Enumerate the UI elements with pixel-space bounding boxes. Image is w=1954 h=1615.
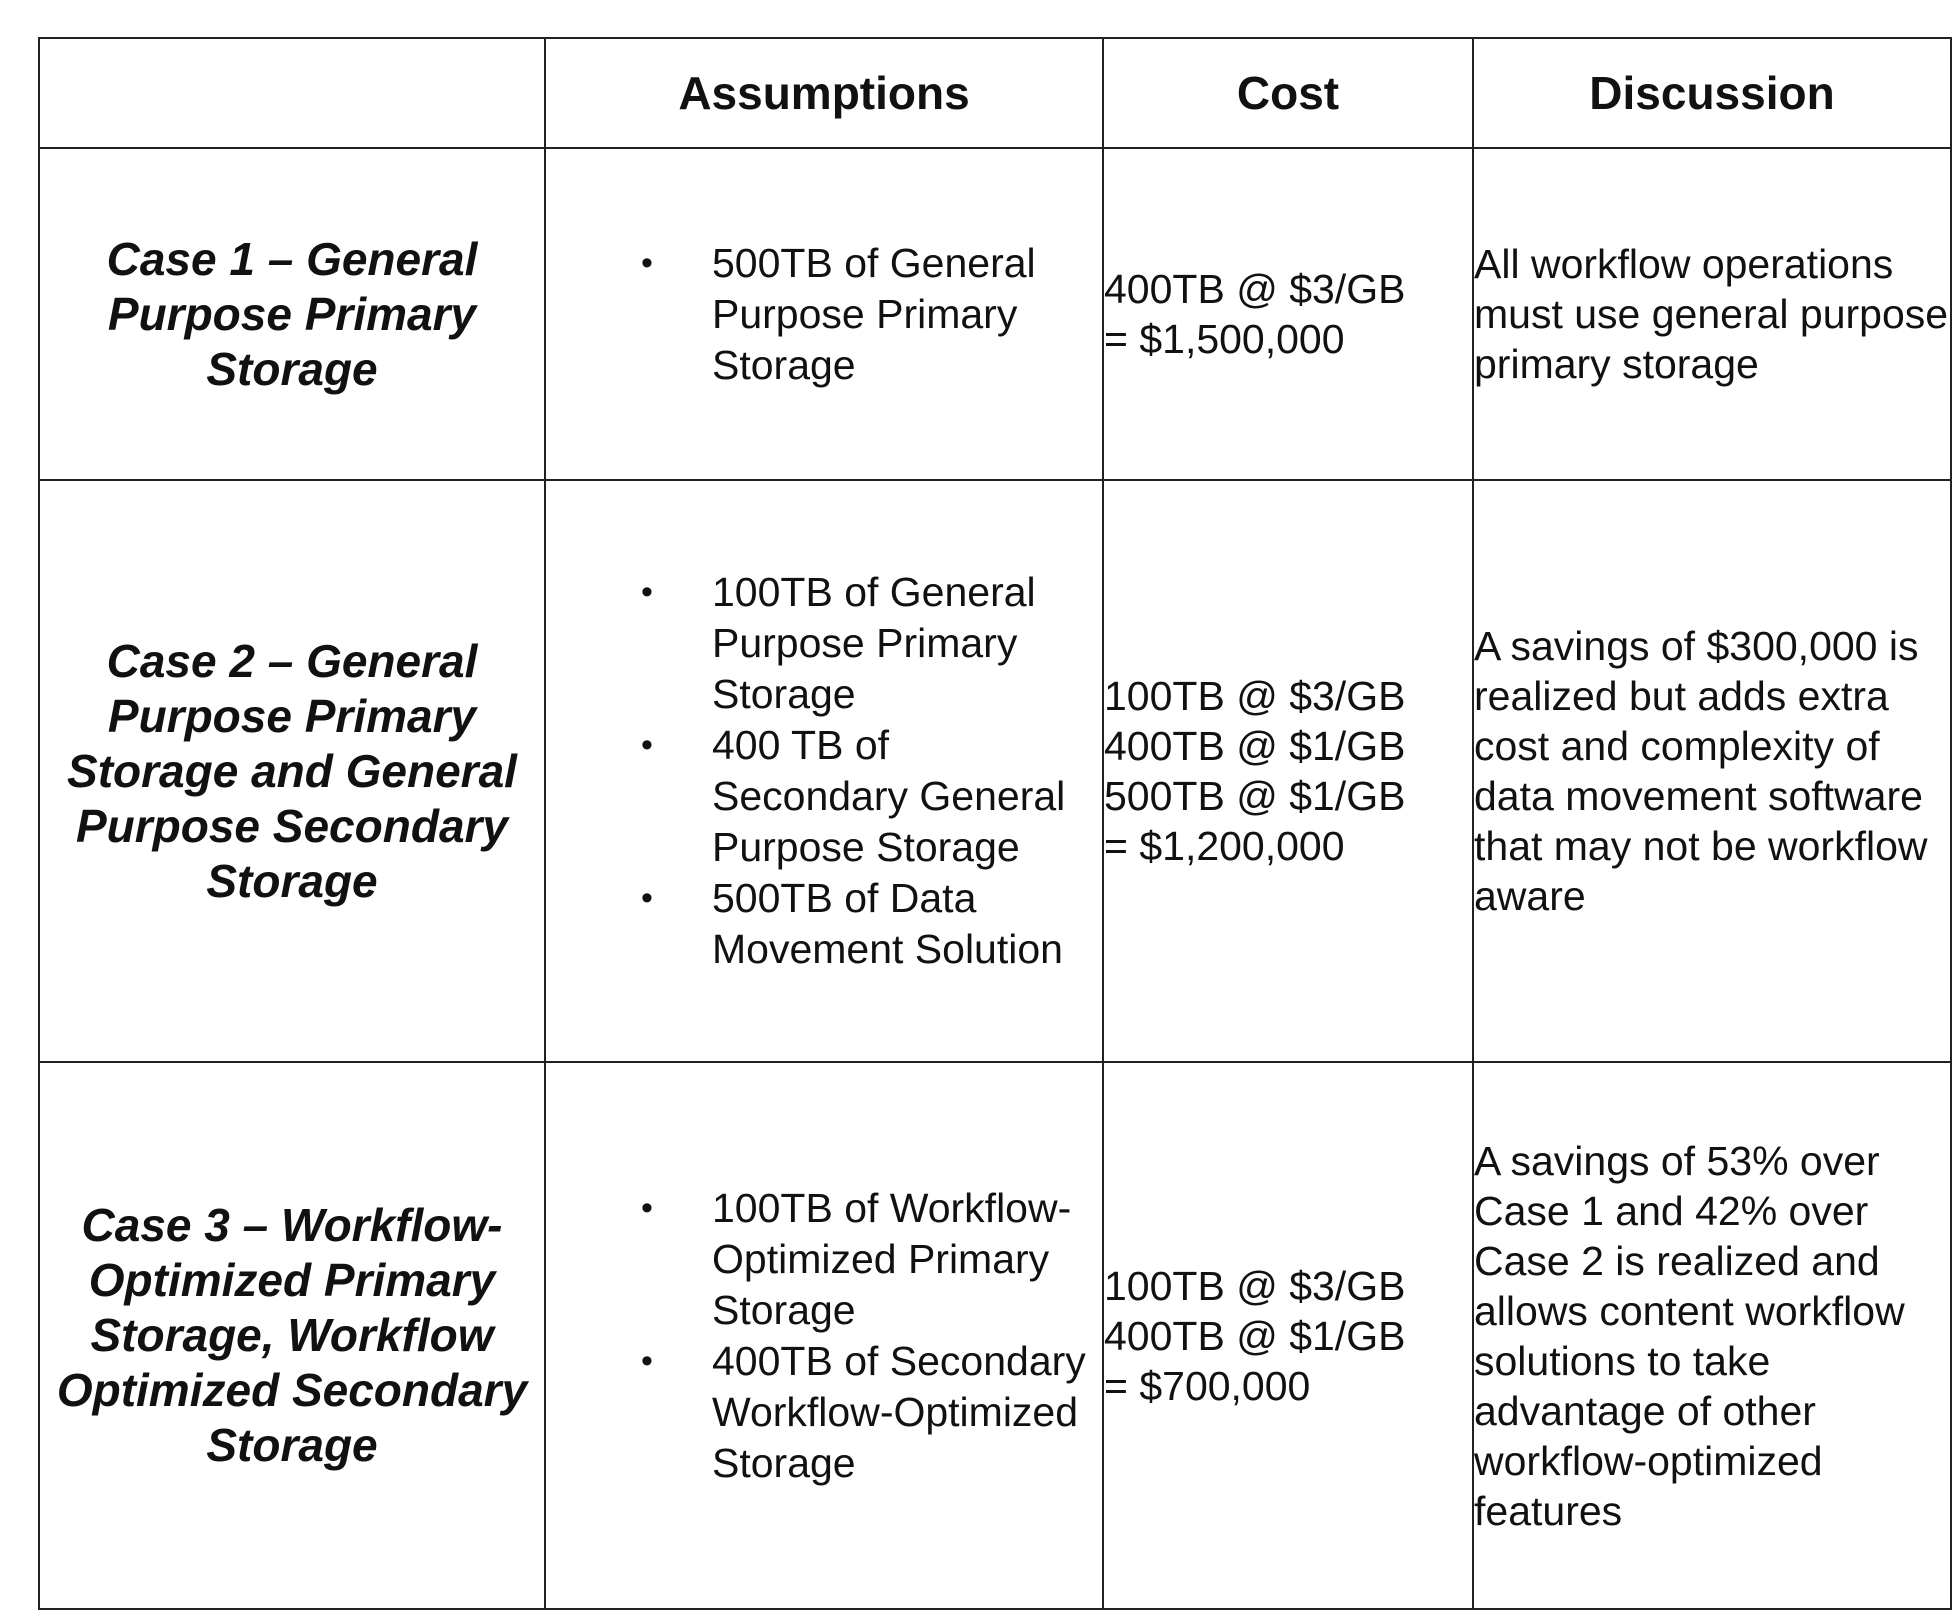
discussion-text: A savings of 53% over Case 1 and 42% over Case 2 is realized and allows content workflow solutions to take advantage of other workflow-optimized features xyxy=(1473,1062,1951,1609)
assumptions-list xyxy=(546,238,1102,391)
bullet-icon: • xyxy=(641,879,653,917)
discussion-text: All workflow operations must use general purpose primary storage xyxy=(1473,148,1951,480)
assumption-item xyxy=(546,567,1092,720)
cost-line: 100TB @ $3/GB xyxy=(1104,673,1406,719)
header-discussion: Discussion xyxy=(1473,38,1951,148)
cost-total: = $700,000 xyxy=(1104,1362,1311,1409)
assumption-item xyxy=(546,720,1092,873)
assumption-item xyxy=(546,873,1092,975)
storage-cost-comparison-table xyxy=(38,37,1952,1610)
assumptions-list xyxy=(546,567,1102,975)
case-title: Case 2 – General Purpose Primary Storage and General Purpose Secondary Storage xyxy=(39,480,545,1062)
table-header-row xyxy=(39,38,1951,148)
assumption-item xyxy=(546,1336,1092,1489)
case-title: Case 1 – General Purpose Primary Storage xyxy=(39,148,545,480)
assumption-text: 500TB of General Purpose Primary Storage xyxy=(712,239,1036,388)
assumption-text: 100TB of Workflow-Optimized Primary Storage xyxy=(712,1184,1072,1333)
header-assumptions: Assumptions xyxy=(545,38,1103,148)
assumption-item xyxy=(546,238,1092,391)
bullet-icon: • xyxy=(641,1188,653,1227)
header-case xyxy=(39,38,545,148)
cost-line: 400TB @ $3/GB xyxy=(1104,266,1406,312)
table-row xyxy=(39,1062,1951,1609)
cost-line: 100TB @ $3/GB xyxy=(1104,1262,1406,1309)
assumption-text: 100TB of General Purpose Primary Storage xyxy=(712,569,1036,717)
assumptions-cell xyxy=(545,480,1103,1062)
cost-cell xyxy=(1103,1062,1473,1609)
cost-total: = $1,500,000 xyxy=(1104,316,1345,362)
table-row xyxy=(39,148,1951,480)
bullet-icon: • xyxy=(641,726,653,764)
discussion-text: A savings of $300,000 is realized but adds extra cost and complexity of data movement software that may not be workflow aware xyxy=(1473,480,1951,1062)
assumption-text: 400 TB of Secondary General Purpose Storage xyxy=(712,722,1066,870)
assumptions-cell xyxy=(545,148,1103,480)
cost-total: = $1,200,000 xyxy=(1104,823,1345,869)
cost-line: 400TB @ $1/GB xyxy=(1104,1312,1406,1359)
assumption-text: 400TB of Secondary Workflow-Optimized Storage xyxy=(712,1337,1086,1486)
assumption-item xyxy=(546,1183,1092,1336)
assumptions-cell xyxy=(545,1062,1103,1609)
cost-cell xyxy=(1103,480,1473,1062)
header-cost: Cost xyxy=(1103,38,1473,148)
assumption-text: 500TB of Data Movement Solution xyxy=(712,875,1063,972)
cost-line: 400TB @ $1/GB xyxy=(1104,723,1406,769)
table-row xyxy=(39,480,1951,1062)
bullet-icon: • xyxy=(641,1341,653,1380)
cost-line: 500TB @ $1/GB xyxy=(1104,773,1406,819)
bullet-icon: • xyxy=(641,243,653,282)
bullet-icon: • xyxy=(641,573,653,611)
cost-cell xyxy=(1103,148,1473,480)
assumptions-list xyxy=(546,1183,1102,1489)
case-title: Case 3 – Workflow-Optimized Primary Storage, Workflow Optimized Secondary Storage xyxy=(39,1062,545,1609)
